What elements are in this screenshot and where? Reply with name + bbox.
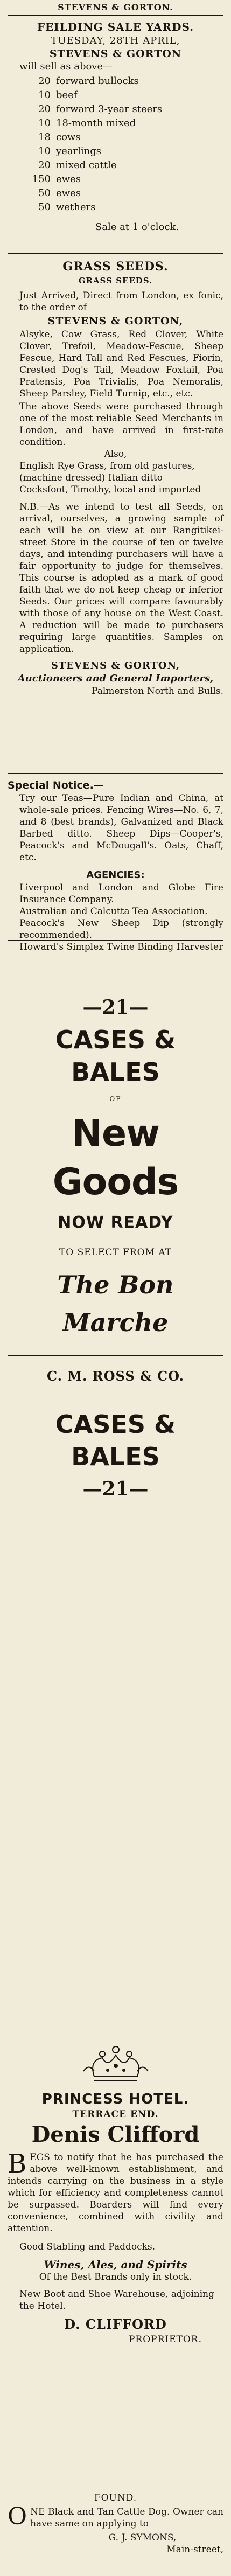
list-item: 10 yearlings bbox=[38, 145, 102, 157]
firm-name: STEVENS & GORTON bbox=[49, 48, 182, 60]
brands-line: Of the Best Brands only in stock. bbox=[39, 2272, 192, 2282]
list-item: 10 18-month mixed bbox=[38, 117, 136, 129]
grass-seeds-ad bbox=[8, 259, 223, 697]
boot-warehouse: New Boot and Shoe Warehouse, adjoining the Hotel. bbox=[19, 2289, 214, 2312]
sale-date: TUESDAY, 28TH APRIL, bbox=[51, 35, 180, 46]
agency-item: Liverpool and London and Globe Fire Insurance Company. bbox=[19, 882, 223, 905]
divider bbox=[8, 773, 223, 774]
seed-list: Alsyke, Cow Grass, Red Clover, White Clover, Trefoil, Meadow-Fescue, Sheep Fescue, Hard Tall and Red Fescues, Fiorin, Crested Dog's Tail, Meadow Foxtail, Poa Pratensis, Poa Trivialis, Poa Nemoralis, Sheep Parsley, Field Turnip, etc., etc. bbox=[19, 329, 223, 399]
owner-name: Denis Clifford bbox=[31, 2122, 200, 2147]
notice-body: Try our Teas—Pure Indian and China, at whole-sale prices. Fencing Wires—No. 6, 7, and 8 (best brands), Galvanized and Black Barbed ditto. Sheep Dips—Cooper's, Peacock's and McDougall's. Oats, Chaff, etc. bbox=[19, 793, 223, 863]
crown-icon bbox=[73, 2039, 159, 2087]
list-item: 18 cows bbox=[38, 131, 81, 143]
princess-hotel-ad bbox=[8, 2039, 223, 2345]
signature: G. J. SYMONS, bbox=[108, 2532, 177, 2543]
number-21: —21— bbox=[82, 1478, 149, 1500]
firm-name: STEVENS & GORTON, bbox=[51, 660, 180, 671]
crest-ornament bbox=[8, 2039, 223, 2090]
list-item: 20 forward 3-year steers bbox=[38, 103, 163, 115]
proprietor: PROPRIETOR. bbox=[128, 2334, 202, 2345]
hotel-location: TERRACE END. bbox=[72, 2109, 159, 2120]
firm-name: STEVENS & GORTON, bbox=[47, 315, 184, 327]
drop-cap: O bbox=[8, 2503, 27, 2530]
firm-name: C. M. ROSS & CO. bbox=[47, 1368, 184, 1384]
store-name: The Bon Marche bbox=[57, 1270, 174, 1337]
stock-list bbox=[8, 74, 223, 214]
drop-cap: B bbox=[8, 2149, 27, 2179]
select-from: TO SELECT FROM AT bbox=[59, 1247, 172, 1258]
bon-marche-ad bbox=[8, 948, 223, 1505]
notice-title: Special Notice.— bbox=[8, 779, 104, 791]
purchase-note: The above Seeds were purchased through one of the most reliable Seed Merchants in London, and have arrived in first-rate condition. bbox=[19, 401, 223, 448]
hotel-name: PRINCESS HOTEL. bbox=[41, 2091, 190, 2107]
now-ready: NOW READY bbox=[58, 1213, 173, 1232]
ad-title: FEILDING SALE YARDS. bbox=[37, 20, 194, 33]
of-text: OF bbox=[109, 1095, 122, 1103]
ad-header: STEVENS & GORTON. bbox=[58, 2, 173, 12]
cases-bales: CASES & BALES bbox=[55, 1410, 176, 1471]
number-21: —21— bbox=[82, 996, 149, 1019]
new-goods: New Goods bbox=[52, 1112, 179, 1203]
signature: D. CLIFFORD bbox=[64, 2316, 167, 2332]
rye-grass: English Rye Grass, from old pastures, (machine dressed) Italian ditto bbox=[19, 461, 195, 483]
list-item: 20 mixed cattle bbox=[38, 159, 117, 171]
feilding-sale-ad bbox=[8, 1, 223, 234]
cases-bales: CASES & BALES bbox=[55, 1025, 176, 1087]
special-notice-ad bbox=[8, 778, 223, 953]
divider bbox=[8, 1355, 223, 1356]
agencies-title: AGENCIES: bbox=[86, 869, 145, 881]
hotel-body: B EGS to notify that he has purchased the above well-known establishment, and intends carrying on the business in a style which for efficiency and completeness cannot be surpassed. Boarders will find every convenience, combined with civility and attention. bbox=[8, 2149, 223, 2234]
divider bbox=[8, 940, 223, 941]
firm-role: Auctioneers and General Importers, bbox=[17, 673, 214, 684]
divider bbox=[8, 253, 223, 254]
list-item: 20 forward bullocks bbox=[38, 75, 139, 87]
firm-place: Palmerston North and Bulls. bbox=[92, 686, 223, 697]
sell-line: will sell as above— bbox=[19, 61, 113, 72]
list-item: 150 ewes bbox=[32, 173, 81, 185]
street: Main-street, bbox=[166, 2544, 223, 2555]
list-item: 10 beef bbox=[38, 89, 78, 101]
divider bbox=[8, 15, 223, 16]
ad-title: GRASS SEEDS. bbox=[62, 260, 169, 274]
agency-item: Australian and Calcutta Tea Association. bbox=[19, 906, 208, 917]
found-ad bbox=[8, 2492, 223, 2556]
sale-time: Sale at 1 o'clock. bbox=[95, 221, 179, 233]
agency-item: Peacock's New Sheep Dip (strongly recommended). bbox=[19, 918, 223, 941]
ad-subtitle: GRASS SEEDS. bbox=[78, 276, 153, 286]
found-body: O NE Black and Tan Cattle Dog. Owner can have same on applying to bbox=[8, 2503, 223, 2530]
list-item: 50 wethers bbox=[38, 201, 96, 213]
nb-paragraph: N.B.—As we intend to test all Seeds, on arrival, ourselves, a growing sample of each will be on view at our Rangitikei-street Store in the course of ten or twelve days, and intending purchasers will have a fair opportunity to judge for themselves. This course is adopted as a mark of good faith that we do not keep cheap or inferior Seeds. Our prices will compare favourably with those of any house on the West Coast. A reduction will be made to purchasers requiring large quantities. Samples on application. bbox=[19, 502, 223, 655]
also-line: Also, bbox=[104, 449, 127, 459]
agency-item: Howard's Simplex Twine Binding Harvester bbox=[19, 942, 223, 952]
stabling-line: Good Stabling and Paddocks. bbox=[19, 2241, 156, 2252]
list-item: 50 ewes bbox=[38, 187, 81, 199]
cocksfoot: Cocksfoot, Timothy, local and imported bbox=[19, 484, 201, 495]
intro-text: Just Arrived, Direct from London, ex fonic, to the order of bbox=[19, 290, 223, 313]
found-title: FOUND. bbox=[94, 2493, 137, 2503]
wines-line: Wines, Ales, and Spirits bbox=[44, 2258, 187, 2271]
